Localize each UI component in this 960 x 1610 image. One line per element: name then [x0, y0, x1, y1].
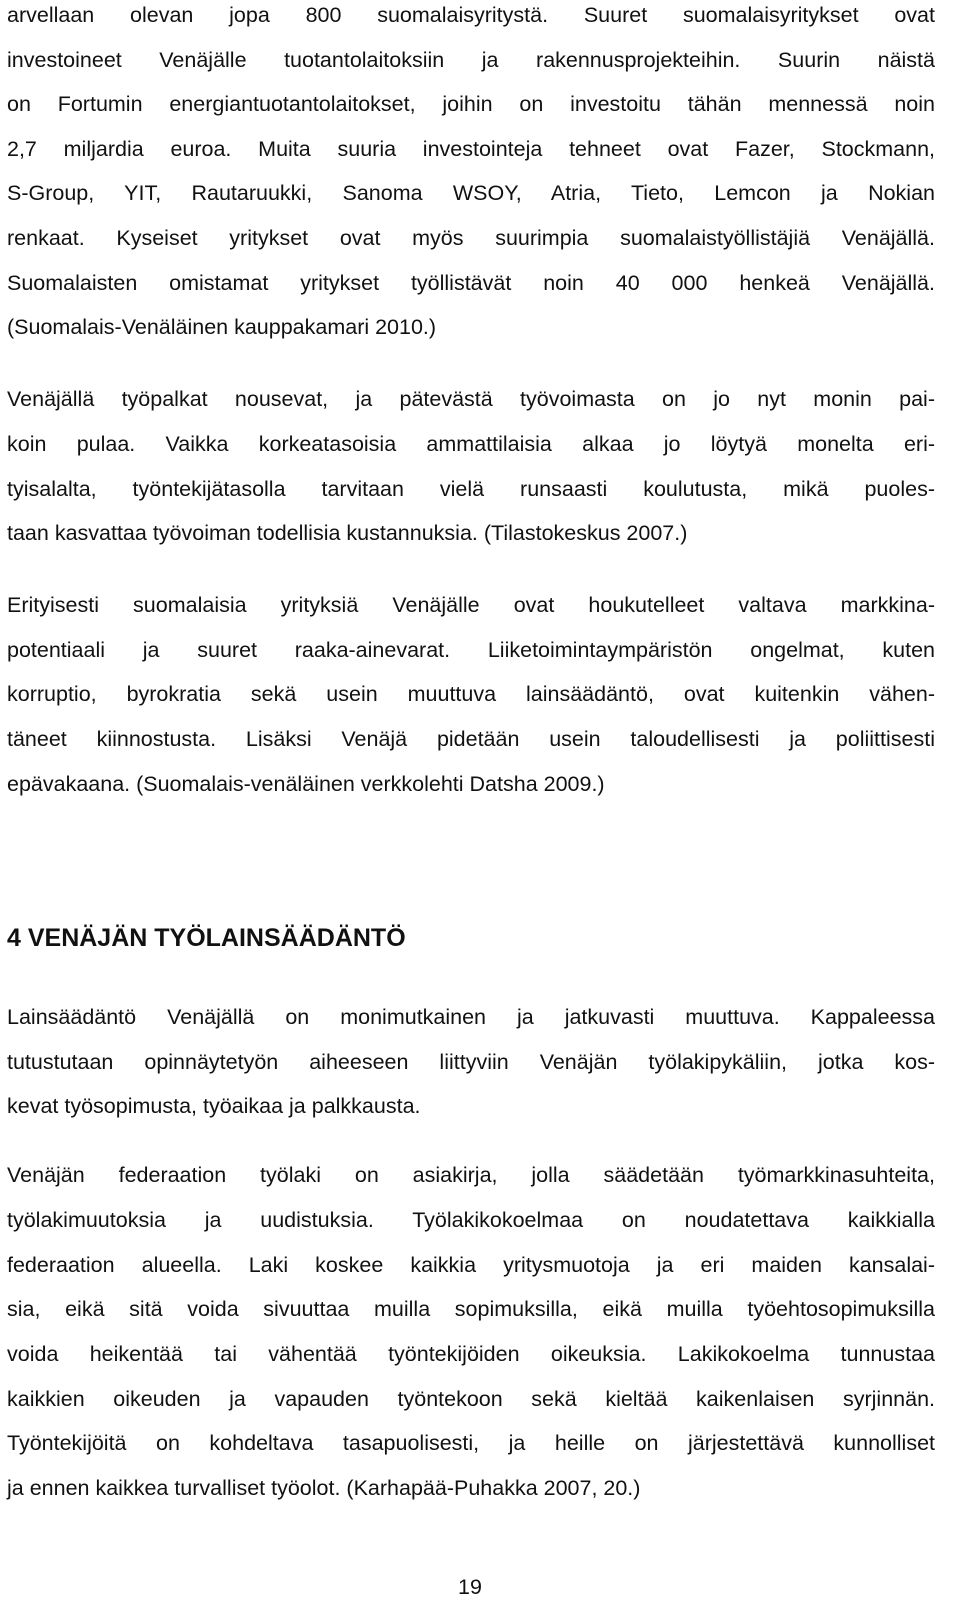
- paragraph-line: renkaat. Kyseiset yritykset ovat myös suurimpia suomalaistyöllistäjiä Venäjällä.: [7, 226, 935, 250]
- paragraph-line: investoineet Venäjälle tuotantolaitoksiin ja rakennusprojekteihin. Suurin näistä: [7, 48, 935, 72]
- paragraph-line: korruptio, byrokratia sekä usein muuttuva lainsäädäntö, ovat kuitenkin vähen-: [7, 682, 935, 706]
- paragraph-line: epävakaana. (Suomalais-venäläinen verkkolehti Datsha 2009.): [7, 772, 605, 796]
- paragraph-line: (Suomalais-Venäläinen kauppakamari 2010.): [7, 315, 437, 339]
- paragraph-line: työlakimuutoksia ja uudistuksia. Työlakikokoelmaa on noudatettava kaikkialla: [7, 1208, 935, 1232]
- paragraph-line: kevat työsopimusta, työaikaa ja palkkausta.: [7, 1094, 421, 1118]
- section-heading: 4 VENÄJÄN TYÖLAINSÄÄDÄNTÖ: [7, 924, 406, 952]
- paragraph-line: on Fortumin energiantuotantolaitokset, joihin on investoitu tähän mennessä noin: [7, 92, 935, 116]
- paragraph-line: ja ennen kaikkea turvalliset työolot. (Karhapää-Puhakka 2007, 20.): [7, 1476, 641, 1500]
- paragraph-line: federaation alueella. Laki koskee kaikkia yritysmuotoja ja eri maiden kansalai-: [7, 1253, 935, 1277]
- paragraph-line: voida heikentää tai vähentää työntekijöiden oikeuksia. Lakikokoelma tunnustaa: [7, 1342, 935, 1366]
- paragraph-line: Työntekijöitä on kohdeltava tasapuolisesti, ja heille on järjestettävä kunnolliset: [7, 1431, 935, 1455]
- paragraph-line: Venäjällä työpalkat nousevat, ja pätevästä työvoimasta on jo nyt monin pai-: [7, 387, 935, 411]
- paragraph-line: taan kasvattaa työvoiman todellisia kustannuksia. (Tilastokeskus 2007.): [7, 521, 688, 545]
- paragraph-line: Erityisesti suomalaisia yrityksiä Venäjälle ovat houkutelleet valtava markkina-: [7, 593, 935, 617]
- paragraph-line: sia, eikä sitä voida sivuuttaa muilla sopimuksilla, eikä muilla työehtosopimuksilla: [7, 1297, 935, 1321]
- paragraph-line: potentiaali ja suuret raaka-ainevarat. Liiketoimintaympäristön ongelmat, kuten: [7, 638, 935, 662]
- paragraph-line: S-Group, YIT, Rautaruukki, Sanoma WSOY, Atria, Tieto, Lemcon ja Nokian: [7, 181, 935, 205]
- paragraph-line: Lainsäädäntö Venäjällä on monimutkainen ja jatkuvasti muuttuva. Kappaleessa: [7, 1005, 935, 1029]
- paragraph-line: 2,7 miljardia euroa. Muita suuria investointeja tehneet ovat Fazer, Stockmann,: [7, 137, 935, 161]
- paragraph-line: tyisalalta, työntekijätasolla tarvitaan vielä runsaasti koulutusta, mikä puoles-: [7, 477, 935, 501]
- page-number: 19: [458, 1575, 482, 1599]
- paragraph-line: arvellaan olevan jopa 800 suomalaisyritystä. Suuret suomalaisyritykset ovat: [7, 3, 935, 27]
- paragraph-line: koin pulaa. Vaikka korkeatasoisia ammattilaisia alkaa jo löytyä monelta eri-: [7, 432, 935, 456]
- paragraph-line: täneet kiinnostusta. Lisäksi Venäjä pidetään usein taloudellisesti ja poliittisesti: [7, 727, 935, 751]
- paragraph-line: kaikkien oikeuden ja vapauden työntekoon sekä kieltää kaikenlaisen syrjinnän.: [7, 1387, 935, 1411]
- paragraph-line: Suomalaisten omistamat yritykset työllistävät noin 40 000 henkeä Venäjällä.: [7, 271, 935, 295]
- paragraph-line: tutustutaan opinnäytetyön aiheeseen liittyviin Venäjän työlakipykäliin, jotka kos-: [7, 1050, 935, 1074]
- paragraph-line: Venäjän federaation työlaki on asiakirja, jolla säädetään työmarkkinasuhteita,: [7, 1163, 935, 1187]
